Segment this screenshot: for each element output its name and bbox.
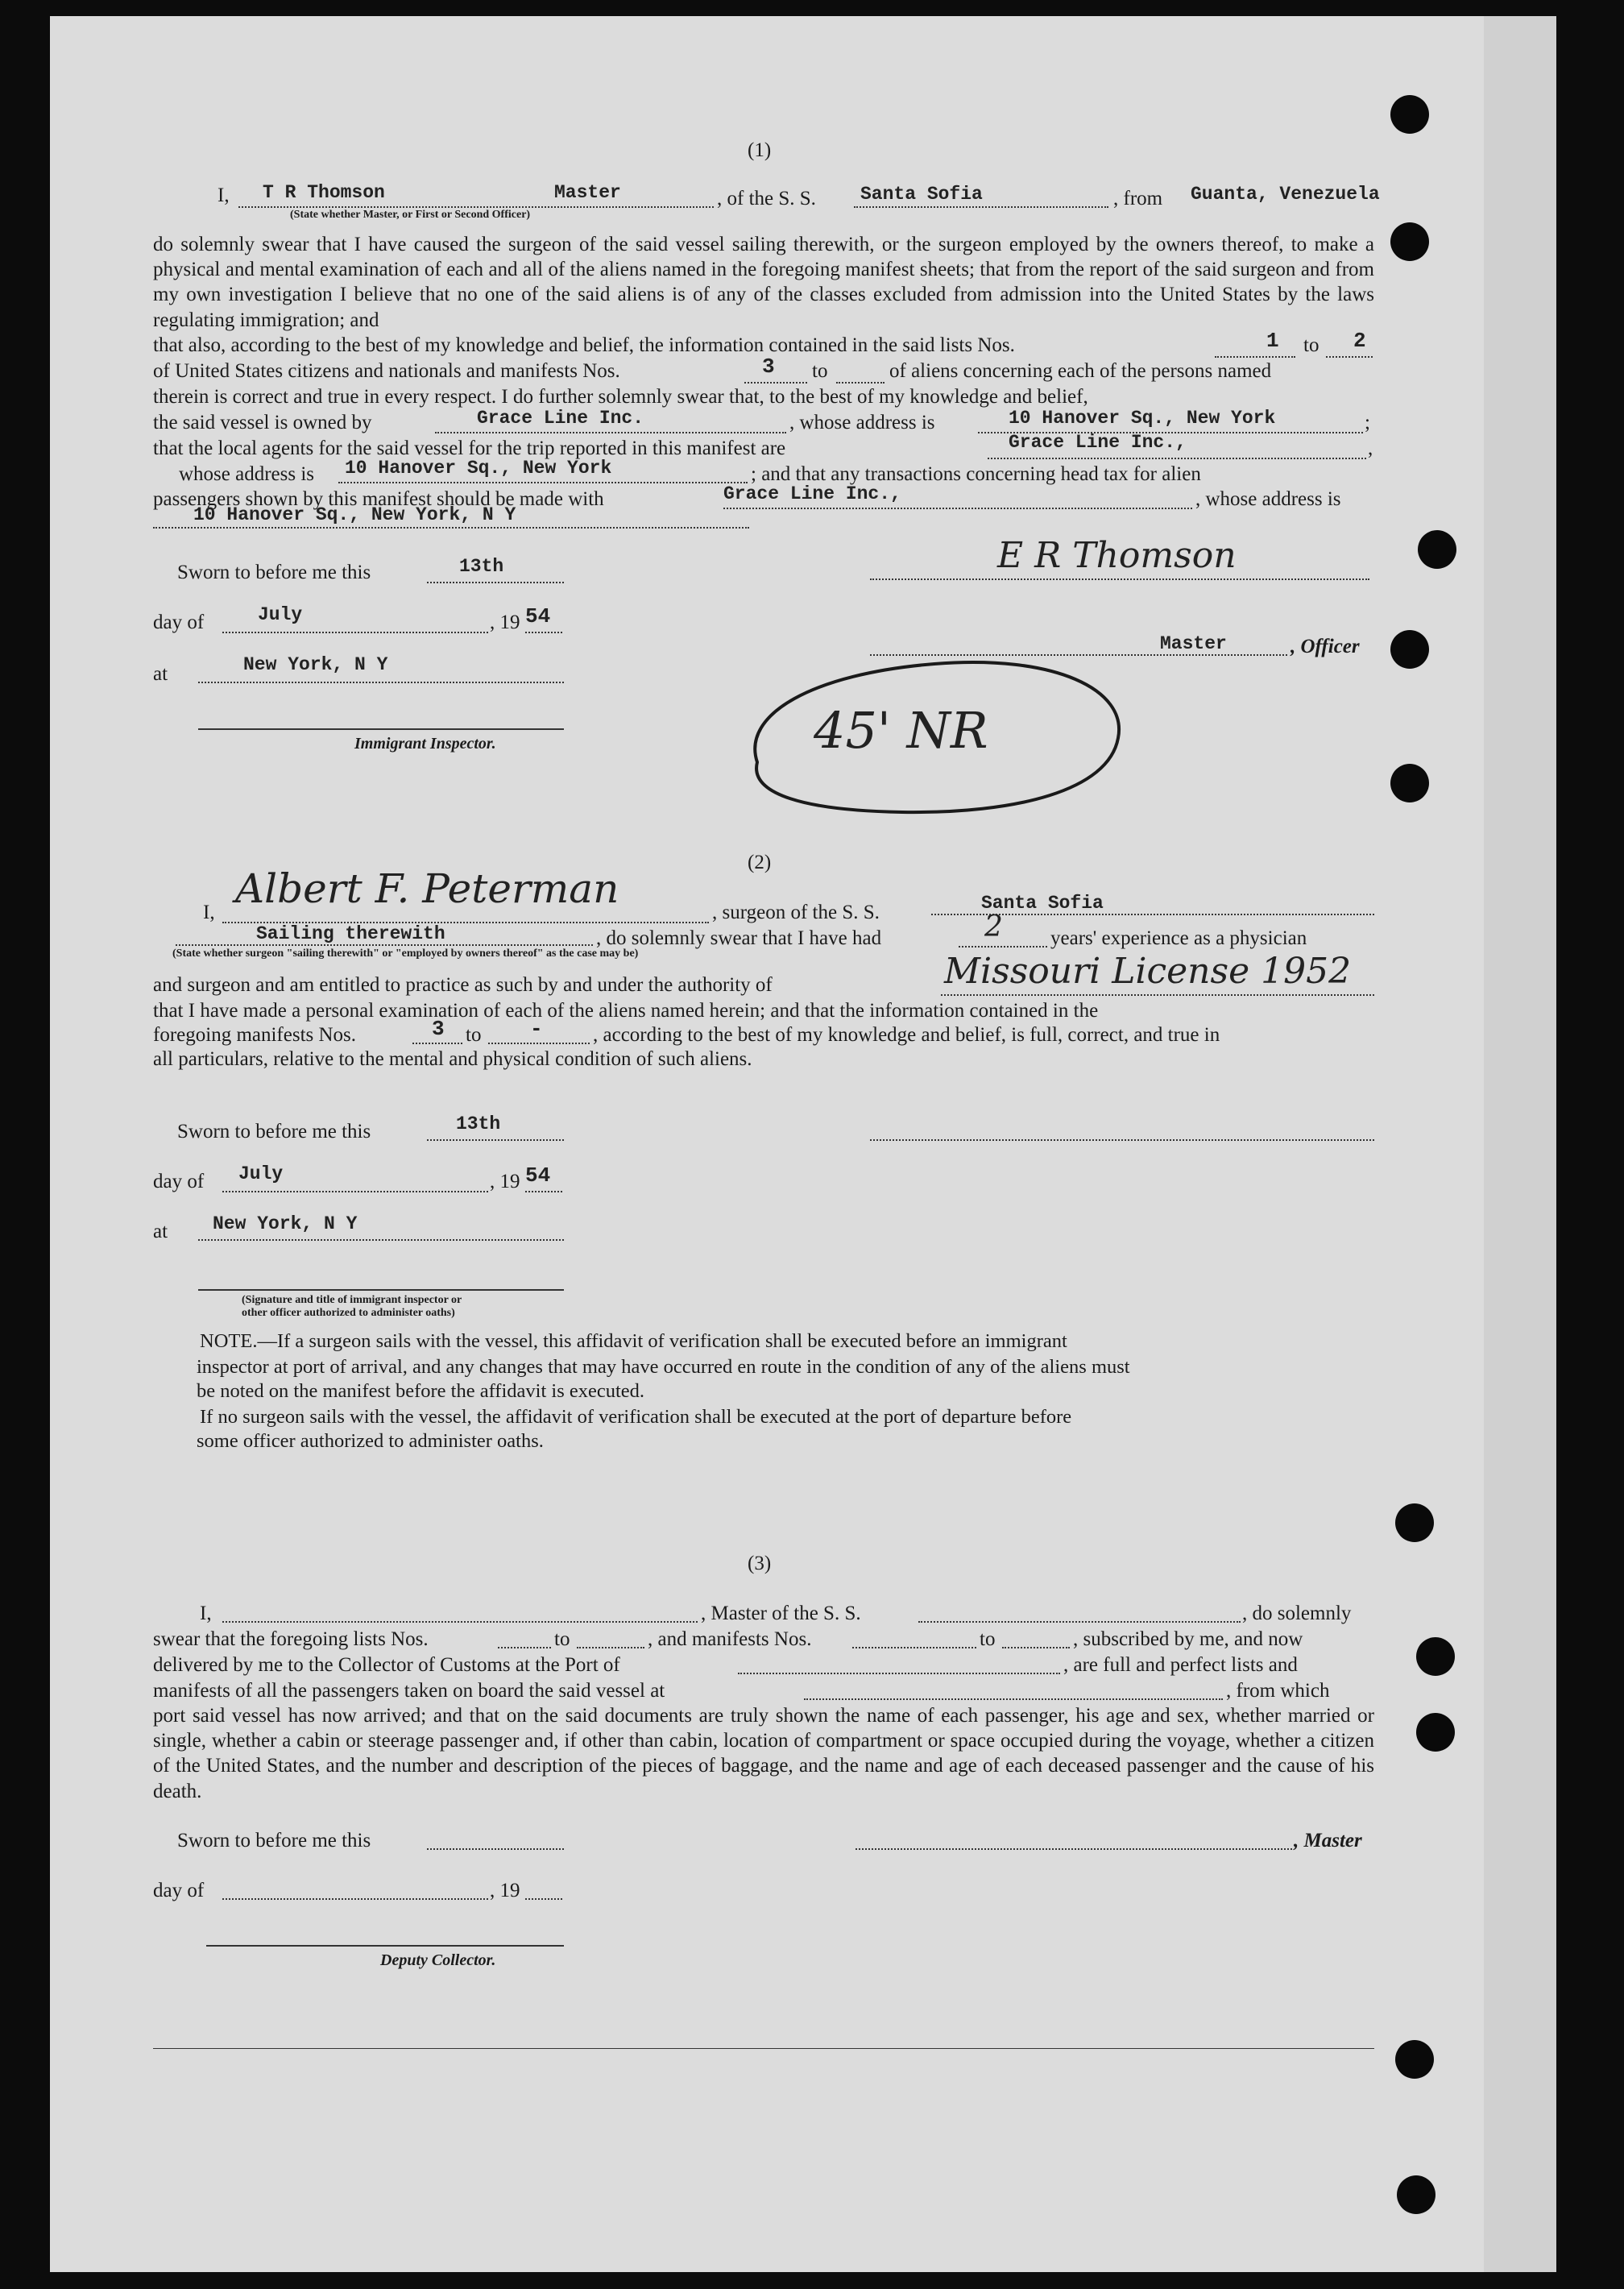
- text: delivered by me to the Collector of Customs at the Port of: [153, 1654, 620, 1676]
- text: years' experience as a physician: [1050, 927, 1307, 949]
- punch-hole: [1390, 630, 1429, 669]
- fill-line: [723, 508, 1192, 509]
- section-number: (3): [748, 1553, 772, 1574]
- text: ;: [1365, 412, 1370, 433]
- fill-line: [804, 1698, 1223, 1700]
- surgeon-signature: Albert F. Peterman: [235, 865, 619, 912]
- sworn-year: 54: [525, 604, 551, 628]
- punch-hole: [1390, 222, 1429, 261]
- signature-line: [206, 1945, 564, 1947]
- fill-line: [498, 1647, 551, 1648]
- fill-line: [525, 632, 562, 633]
- fill-line: [577, 1647, 644, 1648]
- text: ,: [1368, 437, 1373, 459]
- text: the said vessel is owned by: [153, 412, 372, 433]
- text: I,: [203, 902, 215, 923]
- text: swear that the foregoing lists Nos.: [153, 1628, 429, 1650]
- manifests-from: 3: [432, 1017, 445, 1041]
- signature-line: [870, 1139, 1374, 1141]
- text: , 19: [490, 1880, 520, 1901]
- state-note: (State whether surgeon "sailing therewith" or "employed by owners thereof" as the case may be): [172, 948, 639, 960]
- fill-line: [959, 946, 1047, 948]
- page-margin: [1484, 16, 1556, 2272]
- signature-line: [198, 728, 564, 730]
- headtax-address: 10 Hanover Sq., New York, N Y: [193, 504, 516, 525]
- punch-hole: [1395, 1503, 1434, 1542]
- fill-line: [525, 1191, 562, 1192]
- master-signature: E R Thomson: [997, 535, 1237, 576]
- fill-line: [176, 944, 593, 946]
- fill-line: [222, 1621, 698, 1623]
- sworn-month: July: [238, 1163, 284, 1184]
- text: day of: [153, 612, 205, 633]
- text: to: [812, 360, 828, 382]
- text: Sworn to before me this: [177, 1830, 371, 1852]
- text: , do solemnly: [1242, 1603, 1352, 1624]
- inspector-label: Immigrant Inspector.: [354, 735, 496, 753]
- section-number: (2): [748, 852, 772, 873]
- circled-note-text: 45' NR: [814, 701, 988, 760]
- text: , from which: [1226, 1680, 1330, 1702]
- text: to: [980, 1628, 996, 1650]
- punch-hole: [1395, 2040, 1434, 2079]
- fill-line: [222, 632, 488, 633]
- text: passengers shown by this manifest should be made with: [153, 488, 604, 510]
- punch-hole: [1390, 764, 1429, 802]
- note-line: be noted on the manifest before the affidavit is executed.: [197, 1380, 645, 1402]
- text: , of the S. S.: [717, 188, 816, 209]
- text: day of: [153, 1171, 205, 1192]
- years-experience: 2: [984, 910, 1003, 943]
- master-name: T R Thomson: [263, 182, 385, 203]
- text: to: [1303, 334, 1320, 356]
- sworn-place: New York, N Y: [243, 654, 388, 675]
- surgeon-ship: Santa Sofia: [981, 893, 1104, 914]
- text: that also, according to the best of my knowledge and belief, the information contained in the said lists Nos.: [153, 334, 1015, 356]
- fill-line: [918, 1621, 1241, 1623]
- master-title: Master: [554, 182, 621, 203]
- section-number: (1): [748, 139, 772, 161]
- text: and surgeon and am entitled to practice as such by and under the authority of: [153, 974, 773, 996]
- fill-line: [988, 458, 1366, 459]
- fill-line: [1215, 356, 1295, 358]
- fill-line: [427, 1139, 564, 1141]
- fill-line: [222, 1191, 488, 1192]
- deputy-collector-label: Deputy Collector.: [380, 1951, 496, 1969]
- text: all particulars, relative to the mental and physical condition of such aliens.: [153, 1048, 752, 1070]
- punch-hole: [1416, 1713, 1455, 1752]
- text: , Master of the S. S.: [701, 1603, 861, 1624]
- text: at: [153, 663, 168, 685]
- master-label: , Master: [1294, 1830, 1362, 1852]
- text: , according to the best of my knowledge and belief, is full, correct, and true in: [593, 1024, 1220, 1046]
- officer-label: , Officer: [1290, 636, 1360, 657]
- note-line: NOTE.—If a surgeon sails with the vessel, this affidavit of verification shall be executed before an immigrant: [200, 1330, 1067, 1352]
- punch-hole: [1397, 2175, 1436, 2214]
- ship-name: Santa Sofia: [860, 184, 983, 205]
- fill-line: [153, 527, 749, 529]
- text: at: [153, 1221, 168, 1242]
- fill-line: [238, 206, 714, 208]
- owner-address: 10 Hanover Sq., New York: [1009, 408, 1276, 429]
- punch-hole: [1390, 95, 1429, 134]
- sworn-month: July: [258, 604, 303, 625]
- text: , 19: [490, 612, 520, 633]
- text: , are full and perfect lists and: [1063, 1654, 1298, 1676]
- punch-hole: [1418, 530, 1456, 569]
- text: whose address is: [179, 463, 315, 485]
- text: day of: [153, 1880, 205, 1901]
- text: I,: [218, 185, 230, 206]
- fill-line: [198, 1239, 564, 1241]
- sworn-year: 54: [525, 1163, 551, 1188]
- text: to: [466, 1024, 482, 1046]
- note-line: inspector at port of arrival, and any changes that may have occurred en route in the condition of any of the aliens must: [197, 1356, 1130, 1378]
- text: that I have made a personal examination of each of the aliens named herein; and that the information contained in the: [153, 1000, 1099, 1022]
- fill-line: [338, 482, 748, 483]
- punch-hole: [1416, 1637, 1455, 1676]
- signature-line: [198, 1289, 564, 1291]
- fill-line: [1326, 356, 1373, 358]
- text: foregoing manifests Nos.: [153, 1024, 357, 1046]
- text: therein is correct and true in every respect. I do further solemnly swear that, to the best of my knowledge and belief,: [153, 386, 1088, 408]
- text: I,: [200, 1603, 212, 1624]
- fill-line: [412, 1043, 462, 1044]
- text: , whose address is: [1195, 488, 1341, 510]
- fill-line: [198, 682, 564, 683]
- text: , do solemnly swear that I have had: [596, 927, 882, 949]
- manifest-from: 3: [762, 355, 775, 379]
- fill-line: [1002, 1647, 1070, 1648]
- fill-line: [738, 1673, 1060, 1674]
- text: of United States citizens and nationals and manifests Nos.: [153, 360, 620, 382]
- note-line: If no surgeon sails with the vessel, the affidavit of verification shall be executed at the port of departure before: [200, 1406, 1072, 1428]
- lists-from: 1: [1266, 329, 1279, 353]
- fill-line: [854, 206, 1108, 208]
- owner: Grace Line Inc.: [477, 408, 644, 429]
- text: , from: [1113, 188, 1163, 209]
- note-line: some officer authorized to administer oaths.: [197, 1430, 544, 1452]
- sailing-status: Sailing therewith: [256, 923, 445, 944]
- fill-line: [222, 1898, 488, 1900]
- agents-address: 10 Hanover Sq., New York: [345, 458, 612, 479]
- text: that the local agents for the said vessel for the trip reported in this manifest are: [153, 437, 786, 459]
- fill-line: [941, 994, 1374, 996]
- signature-line: [870, 578, 1369, 580]
- sig-note-2: other officer authorized to administer oaths): [242, 1307, 455, 1319]
- sworn-day: 13th: [456, 1113, 501, 1134]
- oath-paragraph-1: do solemnly swear that I have caused the surgeon of the said vessel sailing therewith, or the surgeon employed by the owners thereof, to make a physical and mental examination of each and all of the aliens named in the foregoing manifest sheets; that from the report of the said surgeon and from my own investigation I believe that no one of the said aliens is of any of the classes excluded from admission into the United States by the laws regulating immigration; and: [153, 234, 1374, 331]
- sig-note-1: (Signature and title of immigrant inspector or: [242, 1294, 462, 1306]
- fill-line: [836, 382, 884, 384]
- text: of aliens concerning each of the persons named: [889, 360, 1272, 382]
- state-note: (State whether Master, or First or Second Officer): [290, 209, 531, 221]
- sworn-day: 13th: [459, 556, 504, 577]
- fill-line: [744, 382, 807, 384]
- text: Sworn to before me this: [177, 1121, 371, 1142]
- fill-line: [435, 432, 786, 433]
- text: ; and that any transactions concerning head tax for alien: [751, 463, 1201, 485]
- lists-to: 2: [1353, 329, 1366, 353]
- officer-title: Master: [1160, 633, 1227, 654]
- text: , whose address is: [789, 412, 935, 433]
- text: , surgeon of the S. S.: [712, 902, 880, 923]
- signature-line: [856, 1848, 1292, 1850]
- text: , 19: [490, 1171, 520, 1192]
- text: , and manifests Nos.: [648, 1628, 812, 1650]
- manifests-to: -: [530, 1017, 543, 1041]
- fill-line: [427, 582, 564, 583]
- text: , subscribed by me, and now: [1073, 1628, 1303, 1650]
- fill-line: [525, 1898, 562, 1900]
- license-authority: Missouri License 1952: [944, 951, 1352, 992]
- oath-paragraph-3: port said vessel has now arrived; and that on the said documents are truly shown the name of each passenger, his age and sex, whether married or single, whether a cabin or steerage passenger and, if other than cabin, location of compartment or space occupied during the voyage, whether a citizen of the United States, and the number and description of the pieces of baggage, and the name and age of each deceased passenger and the cause of his death.: [153, 1705, 1374, 1802]
- fill-line: [427, 1848, 564, 1850]
- fill-line: [852, 1647, 976, 1648]
- fill-line: [488, 1043, 590, 1044]
- text: manifests of all the passengers taken on board the said vessel at: [153, 1680, 665, 1702]
- text: to: [554, 1628, 570, 1650]
- divider: [153, 2048, 1374, 2049]
- text: Sworn to before me this: [177, 562, 371, 583]
- port-from: Guanta, Venezuela: [1191, 184, 1380, 205]
- sworn-place: New York, N Y: [213, 1213, 358, 1234]
- local-agents: Grace Line Inc.,: [1009, 432, 1187, 453]
- headtax-agent: Grace Line Inc.,: [723, 483, 901, 504]
